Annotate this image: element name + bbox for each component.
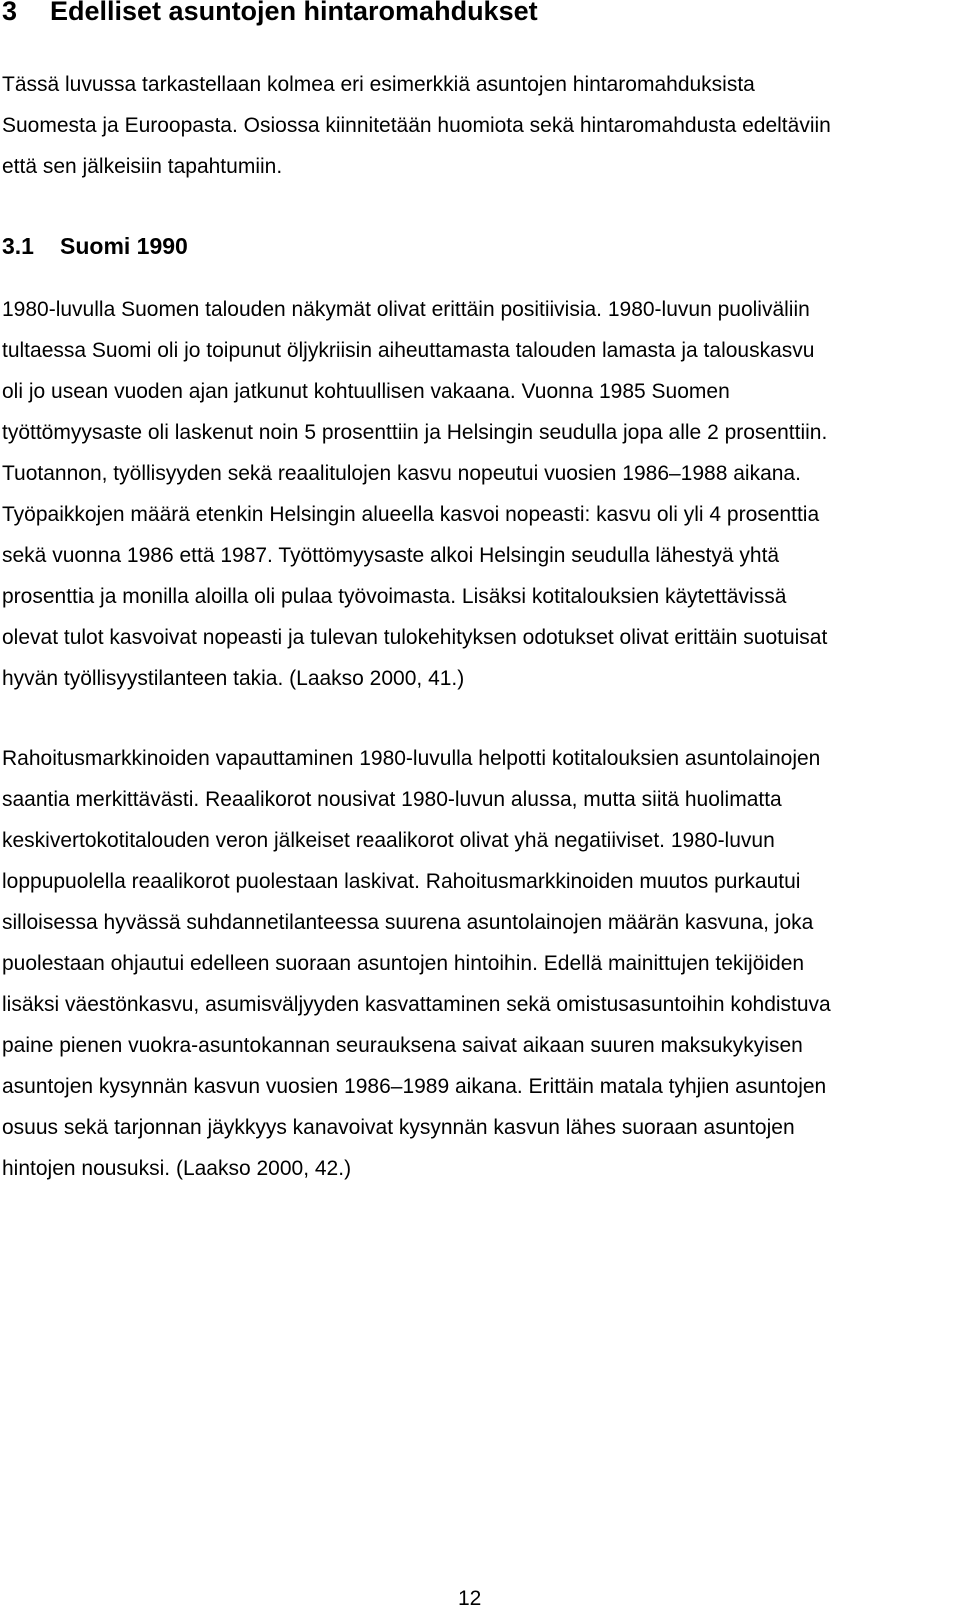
text-line: saantia merkittävästi. Reaalikorot nousivat 1980-luvun alussa, mutta siitä huolimatta bbox=[2, 788, 782, 811]
text-line: asuntojen kysynnän kasvun vuosien 1986–1989 aikana. Erittäin matala tyhjien asuntojen bbox=[2, 1075, 827, 1098]
text-line: Työpaikkojen määrä etenkin Helsingin alueella kasvoi nopeasti: kasvu oli yli 4 prosenttia bbox=[2, 503, 820, 526]
section-number: 3.1 bbox=[2, 233, 34, 259]
chapter-title-text: Edelliset asuntojen hintaromahdukset bbox=[50, 0, 538, 26]
intro-paragraph bbox=[2, 64, 937, 187]
text-line: Suomesta ja Euroopasta. Osiossa kiinnitetään huomiota sekä hintaromahdusta edeltäviin bbox=[2, 114, 831, 137]
text-line: prosenttia ja monilla aloilla oli pulaa työvoimasta. Lisäksi kotitalouksien käytettävissä bbox=[2, 585, 787, 608]
text-line: hyvän työllisyystilanteen takia. (Laakso 2000, 41.) bbox=[2, 667, 465, 690]
text-line: silloisessa hyvässä suhdannetilanteessa suurena asuntolainojen määrän kasvuna, joka bbox=[2, 911, 814, 934]
text-line: oli jo usean vuoden ajan jatkunut kohtuullisen vakaana. Vuonna 1985 Suomen bbox=[2, 380, 730, 403]
text-line: keskivertokotitalouden veron jälkeiset reaalikorot olivat yhä negatiiviset. 1980-luvun bbox=[2, 829, 775, 852]
chapter-heading bbox=[2, 0, 538, 28]
text-line: sekä vuonna 1986 että 1987. Työttömyysaste alkoi Helsingin seudulla lähestyä yhtä bbox=[2, 544, 780, 567]
text-line: lisäksi väestönkasvu, asumisväljyyden kasvattaminen sekä omistusasuntoihin kohdistuva bbox=[2, 993, 831, 1016]
text-line: puolestaan ohjautui edelleen suoraan asuntojen hintoihin. Edellä mainittujen tekijöiden bbox=[2, 952, 805, 975]
text-line: Tässä luvussa tarkastellaan kolmea eri esimerkkiä asuntojen hintaromahduksista bbox=[2, 73, 755, 96]
text-line: olevat tulot kasvoivat nopeasti ja tulevan tulokehityksen odotukset olivat erittäin suotuisat bbox=[2, 626, 828, 649]
text-line: että sen jälkeisiin tapahtumiin. bbox=[2, 155, 283, 178]
text-line: hintojen nousuksi. (Laakso 2000, 42.) bbox=[2, 1157, 352, 1180]
body-paragraph-1 bbox=[2, 289, 937, 699]
text-line: Rahoitusmarkkinoiden vapauttaminen 1980-luvulla helpotti kotitalouksien asuntolainojen bbox=[2, 747, 821, 770]
text-line: 1980-luvulla Suomen talouden näkymät olivat erittäin positiivisia. 1980-luvun puoliväliin bbox=[2, 298, 810, 321]
text-line: tultaessa Suomi oli jo toipunut öljykriisin aiheuttamasta talouden lamasta ja talouskasvu bbox=[2, 339, 815, 362]
body-paragraph-2 bbox=[2, 738, 937, 1189]
section-heading bbox=[2, 229, 188, 263]
page-number: 12 bbox=[458, 1587, 482, 1610]
text-line: loppupuolella reaalikorot puolestaan laskivat. Rahoitusmarkkinoiden muutos purkautui bbox=[2, 870, 801, 893]
chapter-number: 3 bbox=[2, 0, 18, 26]
section-title-text: Suomi 1990 bbox=[60, 233, 188, 259]
text-line: Tuotannon, työllisyyden sekä reaalitulojen kasvu nopeutui vuosien 1986–1988 aikana. bbox=[2, 462, 801, 485]
text-line: työttömyysaste oli laskenut noin 5 prosenttiin ja Helsingin seudulla jopa alle 2 prosenttiin. bbox=[2, 421, 828, 444]
text-line: paine pienen vuokra-asuntokannan seurauksena saivat aikaan suuren maksukykyisen bbox=[2, 1034, 803, 1057]
text-line: osuus sekä tarjonnan jäykkyys kanavoivat kysynnän kasvun lähes suoraan asuntojen bbox=[2, 1116, 795, 1139]
